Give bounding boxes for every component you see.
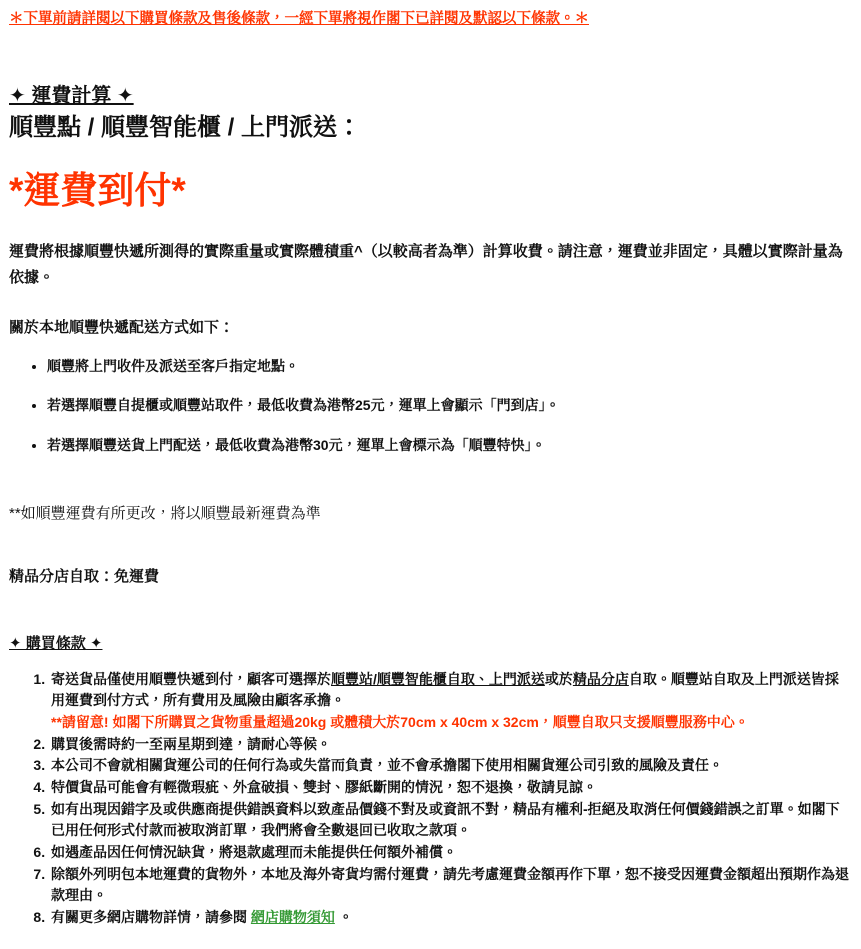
term-1-underline-store: 精品分店 [572,670,629,687]
term-item-3: 3. 本公司不會就相關貨運公司的任何行為或失當而負責，並不會承擔閣下使用相關貨運公司引致的風險及責任。 [49,755,851,777]
delivery-options-list [9,357,851,456]
freight-update-note: **如順豐運費有所更改，將以順豐最新運費為準 [9,504,321,522]
term-8-text-prefix: 有關更多網店購物詳情，請參閱 [51,909,251,926]
shipping-calc-heading: ✦ 運費計算 ✦ [9,84,134,107]
term-item-5: 5. 如有出現因錯字及或供應商提供錯誤資料以致產品價錢不對及或資訊不對，精品有權利-拒絕及取消任何價錢錯誤之訂單。如閣下已用任何形式付款而被取消訂單，我們將會全數退回已收取之款項。 [49,799,851,842]
term-item-6: 6. 如遇產品因任何情況缺貨，將退款處理而未能提供任何額外補償。 [49,842,851,864]
term-1-text-part1: 寄送貨品僅使用順豐快遞到付，顧客可選擇於 [51,670,331,687]
pre-order-notice: ＊下單前請詳閱以下購買條款及售後條款，一經下單將視作閣下已詳閱及默認以下條款。＊ [9,11,589,27]
term-item-2: 2. 購買後需時約一至兩星期到達，請耐心等候。 [49,734,851,756]
term-item-7: 7. 除額外列明包本地運費的貨物外，本地及海外寄貨均需付運費，請先考慮運費金額再作下單，恕不接受因運費金額超出預期作為退款理由。 [49,864,851,907]
store-pickup-free-note: 精品分店自取：免運費 [9,567,160,585]
freight-calculation-paragraph: 運費將根據順豐快遞所測得的實際重量或實際體積重^（以較高者為準）計算收費。請注意，運費並非固定，具體以實際計量為依據。 [9,243,843,287]
delivery-methods-subheading: 順豐點 / 順豐智能櫃 / 上門派送： [9,113,362,141]
term-item-8 [49,907,851,929]
list-item: • 若選擇順豐送貨上門配送，最低收費為港幣30元，運單上會標示為「順豐特快」。 [47,436,851,456]
term-8-text-suffix: 。 [334,909,353,926]
purchase-terms-list [9,669,851,929]
list-item: • 若選擇順豐自提櫃或順豐站取件，最低收費為港幣25元，運單上會顯示「門到店」。 [47,396,851,416]
term-1-underline-pickup-options: 順豐站/順豐智能櫃自取、上門派送 [331,670,545,687]
local-delivery-intro: 關於本地順豐快遞配送方式如下： [9,318,235,336]
term-item-1 [49,669,851,734]
term-item-4: 4. 特價貨品可能會有輕微瑕疵、外盒破損、雙封、膠紙斷開的情況，恕不退換，敬請見諒。 [49,777,851,799]
purchase-terms-heading: ✦ 購買條款 ✦ [9,634,103,652]
term-1-text-part2: 或於 [544,670,573,687]
list-item: • 順豐將上門收件及派送至客戶指定地點。 [47,357,851,377]
shop-guide-link[interactable]: 網店購物須知 [250,909,335,926]
freight-collect-title: *運費到付* [9,169,186,211]
term-1-text-part3: 自取。順豐站自取及上門派送皆採用運費到付方式，所有費用及風險由顧客承擔。 [51,670,839,709]
term-1-size-weight-warning: **請留意! 如閣下所購買之貨物重量超過20kg 或體積大於70cm x 40cm x 32cm，順豐自取只支援順豐服務中心。 [51,713,749,730]
